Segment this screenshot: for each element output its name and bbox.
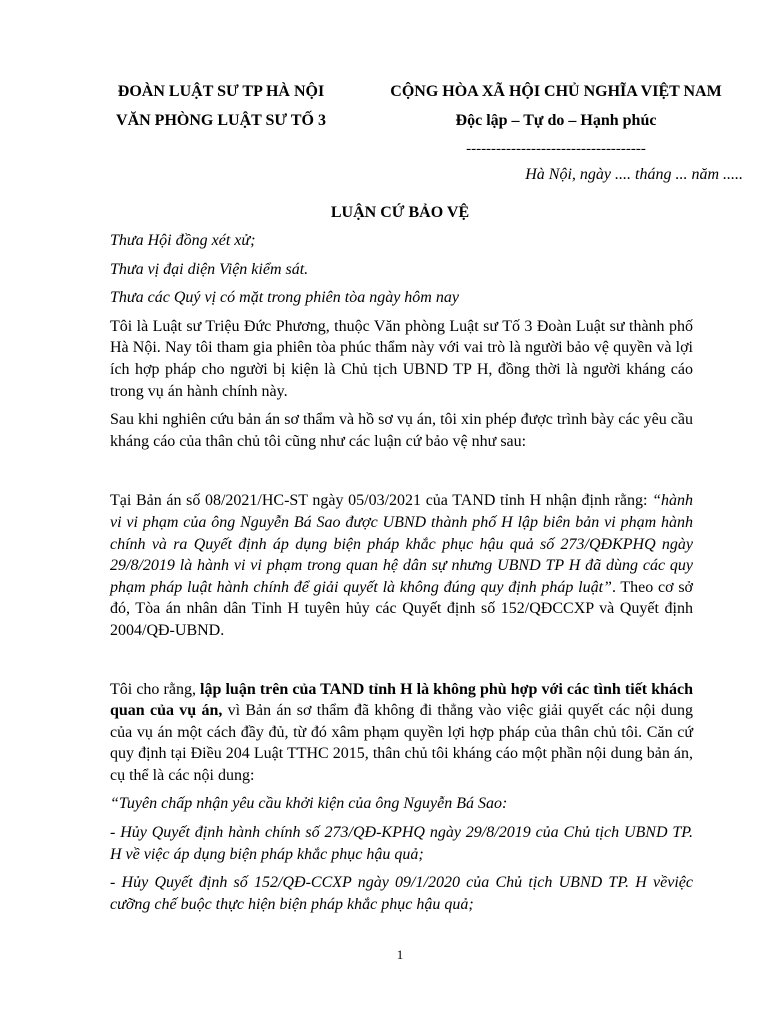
appeal-item-decision-273: - Hủy Quyết định hành chính số 273/QĐ-KPHQ ngày 29/8/2019 của Chủ tịch UBND TP. H về việc áp dụng biện pháp khắc phục hậu quả; xyxy=(110,824,693,863)
greeting-procuracy: Thưa vị đại diện Viện kiểm sát. xyxy=(110,260,309,278)
date-line: Hà Nội, ngày .... tháng ... năm ..... xyxy=(525,166,743,183)
motto-separator: ------------------------------------ xyxy=(466,141,646,157)
national-motto-block xyxy=(364,77,748,164)
judgment-lead: Tại Bản án số 08/2021/HC-ST ngày 05/03/2021 của TAND tỉnh H nhận định rằng: xyxy=(110,492,653,510)
national-motto: Độc lập – Tự do – Hạnh phúc xyxy=(455,112,657,129)
greeting-council: Thưa Hội đồng xét xử; xyxy=(110,232,256,249)
organization-block xyxy=(96,77,346,135)
opinion-tail: vì Bản án sơ thẩm đã không đi thẳng vào việc giải quyết các nội dung của vụ án một cách đầy đủ, từ đó xâm phạm quyền lợi hợp pháp của thân chủ tôi. Căn cứ quy định tại Điều 204 Luật TTHC 2015, thân chủ tôi kháng cáo một phần nội dung bản án, cụ thể là các nội dung: xyxy=(110,702,693,784)
appeal-item-intro: “Tuyên chấp nhận yêu cầu khởi kiện của ông Nguyễn Bá Sao: xyxy=(110,795,508,813)
judgment-quote: “hành vi vi phạm của ông Nguyễn Bá Sao được UBND thành phố H lập biên bản vi phạm hành chính và ra Quyết định áp dụng biện pháp khắc phục hậu quả số 273/QĐKPHQ ngày 29/8/2019 là hành vi vi phạm trong quan hệ dân sự nhưng UBND TP H đã dùng các quy phạm pháp luật hành chính để giải quyết là không đúng quy định pháp luật” xyxy=(110,492,693,596)
intro-paragraph: Tôi là Luật sư Triệu Đức Phương, thuộc Văn phòng Luật sư Tố 3 Đoàn Luật sư thành phố Hà Nội. Nay tôi tham gia phiên tòa phúc thẩm này với vai trò là người bảo vệ quyền và lợi ích hợp pháp cho người bị kiện là Chủ tịch UBND TP H, đồng thời là người kháng cáo trong vụ án hành chính này. xyxy=(110,317,693,400)
document-body xyxy=(110,230,693,922)
judgment-paragraph xyxy=(110,490,693,641)
paragraph-spacer xyxy=(110,459,693,490)
research-paragraph: Sau khi nghiên cứu bản án sơ thẩm và hồ sơ vụ án, tôi xin phép được trình bày các yêu cầu kháng cáo của thân chủ tôi cũng như các luận cứ bảo vệ như sau: xyxy=(110,411,693,450)
paragraph-spacer xyxy=(110,649,693,679)
appeal-item-decision-152: - Hủy Quyết định số 152/QĐ-CCXP ngày 09/1/2020 của Chủ tịch UBND TP. H vềviệc cưỡng chế buộc thực hiện biện pháp khắc phục hậu quả; xyxy=(110,874,693,913)
page-number: 1 xyxy=(396,947,404,962)
office-name: VĂN PHÒNG LUẬT SƯ TỐ 3 xyxy=(116,112,326,129)
greeting-attendees: Thưa các Quý vị có mặt trong phiên tòa ngày hôm nay xyxy=(110,289,459,307)
opinion-bold: lập luận trên của TAND tỉnh H là không phù hợp với các tình tiết khách quan của vụ án, xyxy=(110,680,693,720)
country-name: CỘNG HÒA XÃ HỘI CHỦ NGHĨA VIỆT NAM xyxy=(390,83,722,100)
organization-name: ĐOÀN LUẬT SƯ TP HÀ NỘI xyxy=(117,83,325,100)
opinion-lead: Tôi cho rằng, xyxy=(110,680,201,698)
document-title: LUẬN CỨ BẢO VỆ xyxy=(330,204,470,221)
opinion-paragraph xyxy=(110,679,693,787)
judgment-tail: . Theo cơ sở đó, Tòa án nhân dân Tỉnh H tuyên hủy các Quyết định số 152/QĐCCXP và Quyết định 2004/QĐ-UBND. xyxy=(110,578,694,639)
